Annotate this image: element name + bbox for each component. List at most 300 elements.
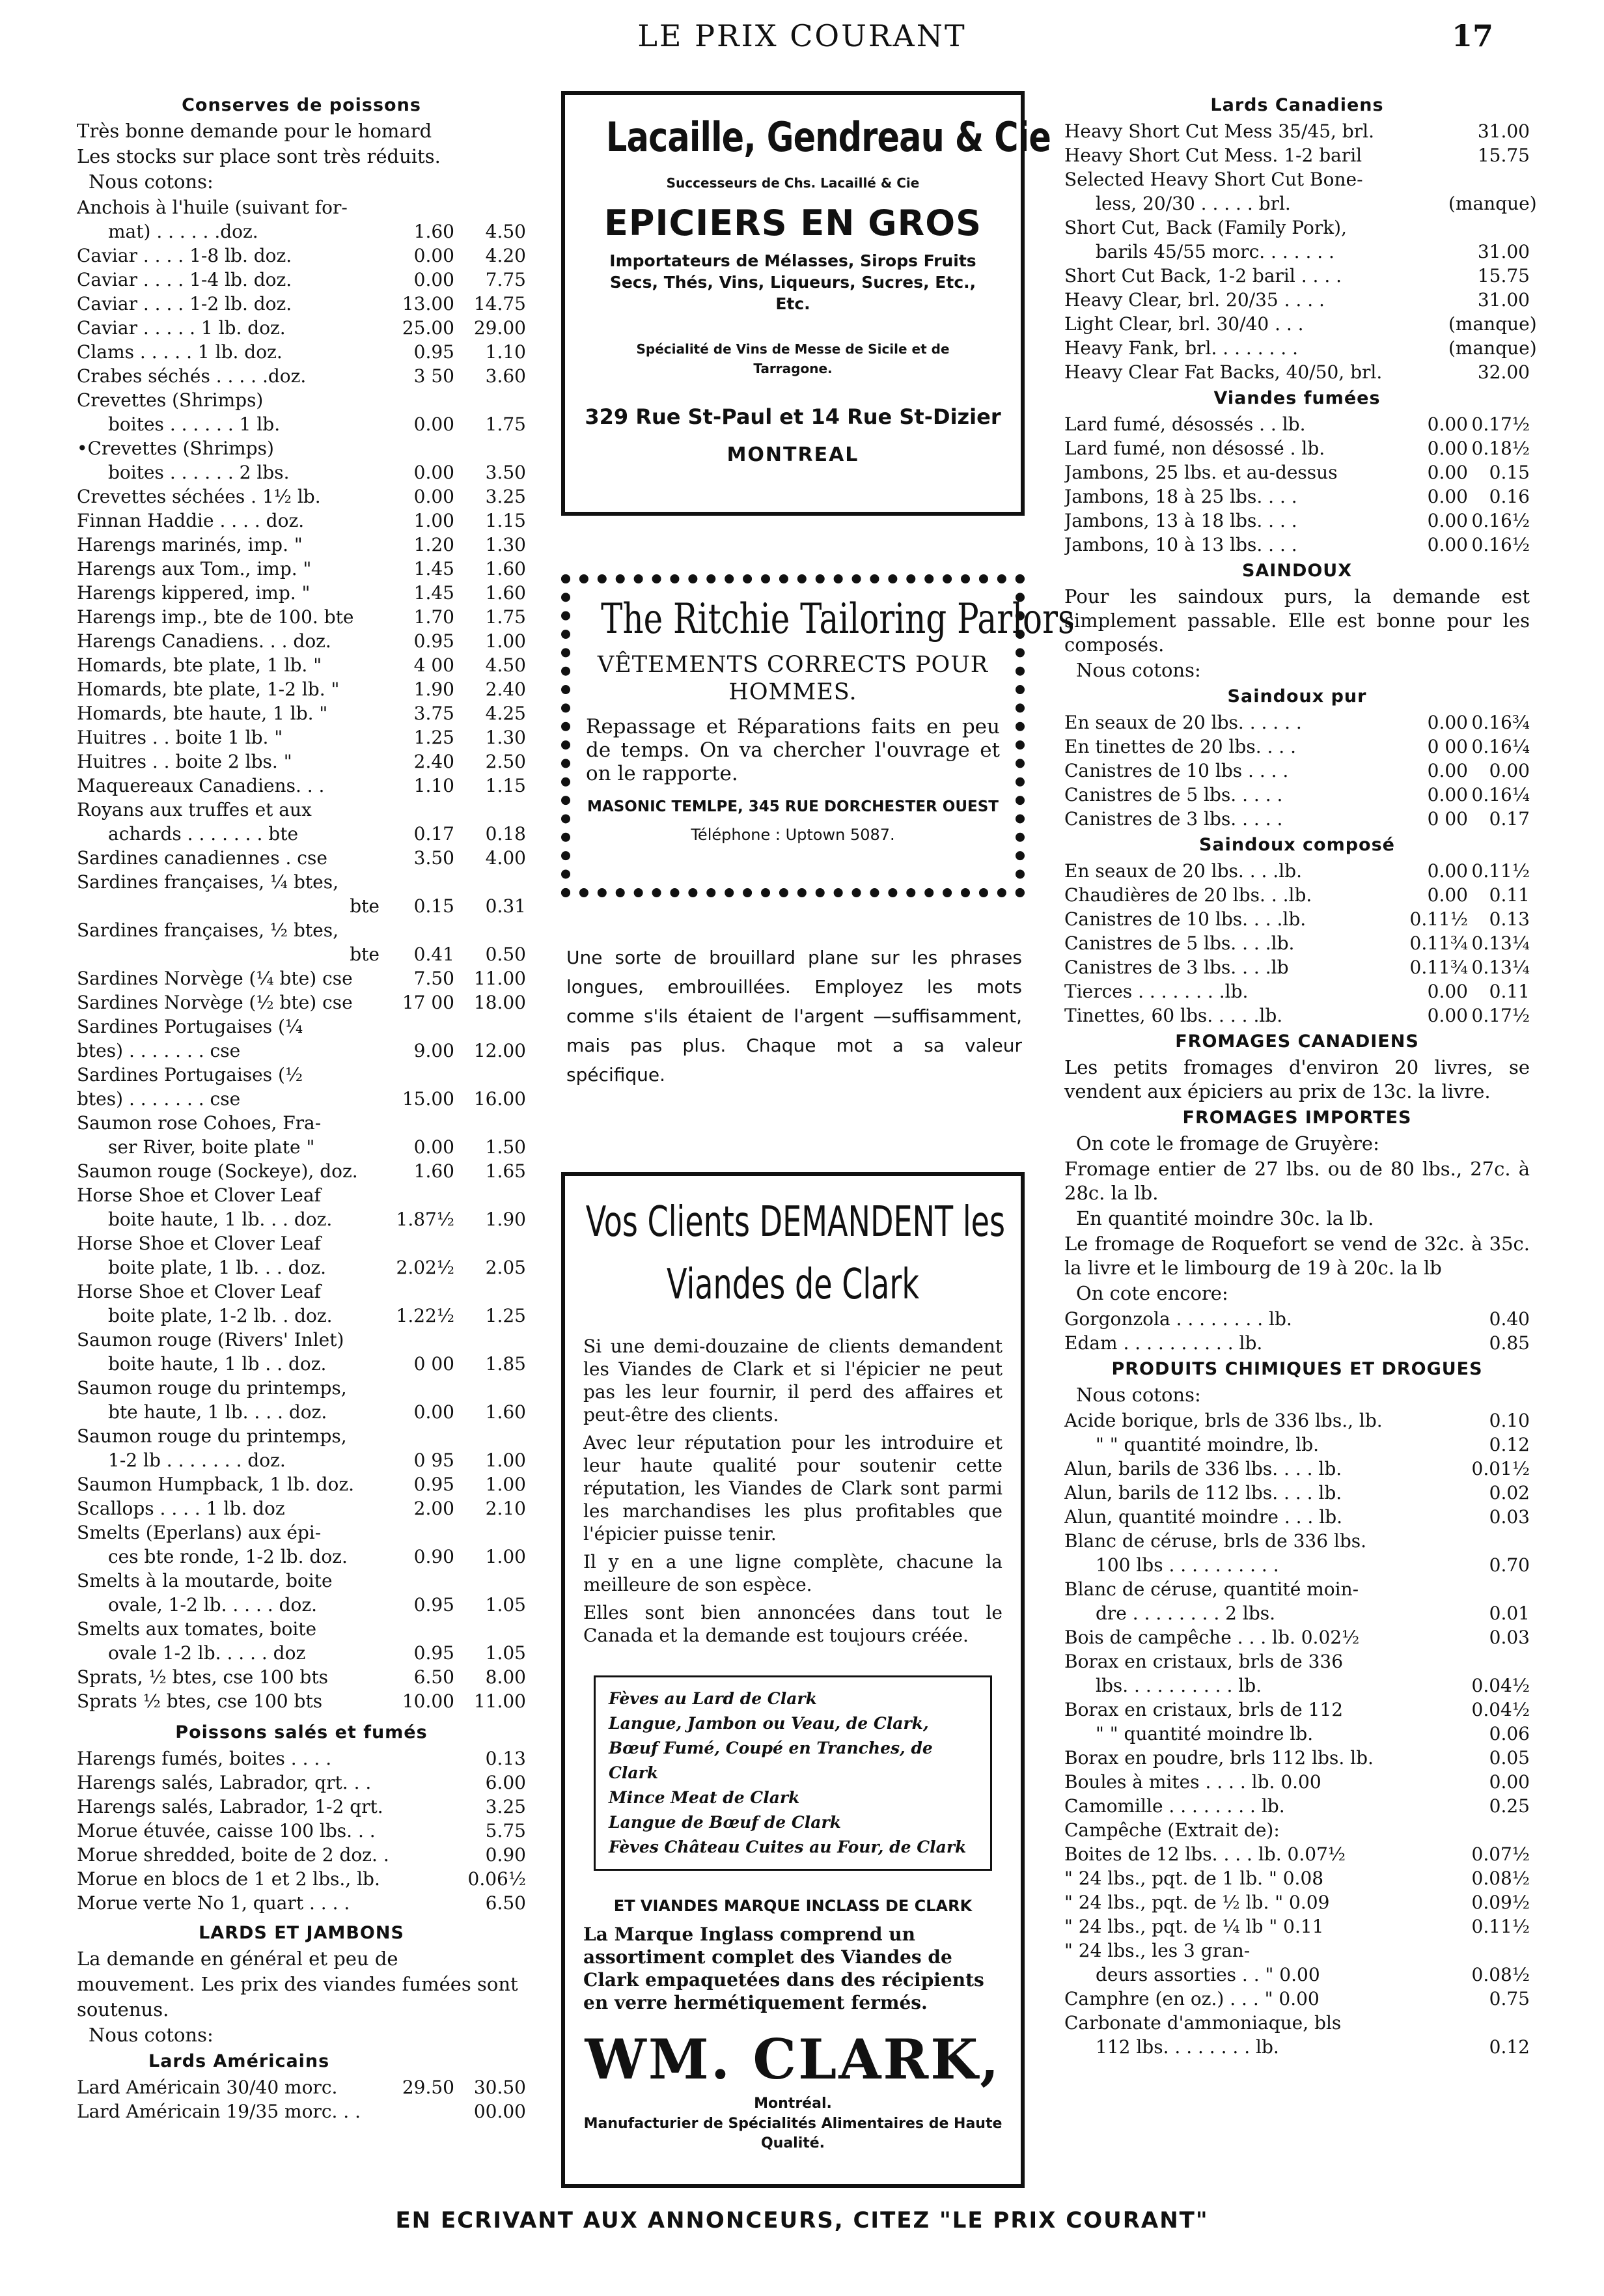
price-high: 0.18½ — [1471, 438, 1530, 459]
price-low: 0.11½ — [1409, 908, 1468, 930]
price-high: 1.15 — [485, 510, 526, 531]
section-title-lards: LARDS ET JAMBONS — [199, 1923, 404, 1943]
price-row — [1064, 1842, 1530, 1866]
price-high: 11.00 — [473, 1690, 526, 1712]
section-title-viandes-fumees: Viandes fumées — [1213, 388, 1381, 408]
item-label: Sardines françaises, ¼ btes, — [77, 871, 339, 893]
price-row — [77, 1472, 526, 1496]
price-row — [77, 942, 526, 966]
price-high: 1.00 — [485, 1449, 526, 1471]
item-label: Sprats ½ btes, cse 100 bts — [77, 1690, 323, 1712]
fromages-importes-line-2: Fromage entier de 27 lbs. ou de 80 lbs., 27c. à 28c. la lb. — [1064, 1158, 1530, 1204]
price-row — [77, 388, 526, 412]
price-row — [77, 509, 526, 533]
price-high: 3.60 — [485, 365, 526, 387]
item-label: Saumon rouge (Sockeye), doz. — [77, 1160, 358, 1182]
price-high: 15.75 — [1477, 145, 1530, 166]
price-low: 1.87½ — [396, 1209, 454, 1230]
item-label: ovale 1-2 lb. . . . . doz — [108, 1642, 306, 1664]
price-row — [1064, 2011, 1530, 2035]
ad3-inclass-body: La Marque Inglass comprend un assortiment complet des Viandes de Clark empaquetées dans des récipients en verre hermétiquement fermés. — [583, 1924, 984, 2013]
price-low: 2.02½ — [396, 1257, 454, 1278]
item-label: Harengs imp., bte de 100. bte — [77, 606, 354, 628]
item-label: " 24 lbs., pqt. de ¼ lb " 0.11 — [1064, 1916, 1324, 1937]
price-high: 4.25 — [485, 703, 526, 724]
item-label: Blanc de céruse, quantité moin- — [1064, 1578, 1359, 1600]
price-row — [1064, 883, 1530, 907]
price-row — [1064, 312, 1537, 336]
price-high: 1.50 — [485, 1136, 526, 1158]
price-high: 0.40 — [1489, 1308, 1530, 1330]
ad-ritchie-tailoring — [561, 574, 1075, 897]
item-label: Jambons, 18 à 25 lbs. . . . — [1064, 486, 1297, 507]
ad2-telephone: Téléphone : Uptown 5087. — [691, 826, 895, 844]
price-low: 0.00 — [1427, 510, 1468, 531]
price-high: 00.00 — [473, 2101, 526, 2122]
section-title-produits: PRODUITS CHIMIQUES ET DROGUES — [1111, 1359, 1483, 1379]
price-low: 0.00 — [1427, 860, 1468, 882]
item-label: Sardines Norvège (¼ bte) cse — [77, 968, 353, 989]
price-high: 3.25 — [485, 1796, 526, 1817]
item-label: Anchois à l'huile (suivant for- — [77, 197, 348, 218]
price-high: 29.00 — [473, 317, 526, 339]
price-row — [1064, 1770, 1530, 1794]
section-title-saindoux: SAINDOUX — [1241, 561, 1353, 581]
item-label: Borax en poudre, brls 112 lbs. lb. — [1064, 1747, 1374, 1769]
price-row — [77, 436, 526, 460]
price-high: 32.00 — [1477, 361, 1530, 383]
price-row — [1064, 1987, 1530, 2011]
fromages-importes-line-3: En quantité moindre 30c. la lb. — [1076, 1207, 1374, 1229]
price-row — [1064, 759, 1530, 783]
item-label: Tierces . . . . . . . .lb. — [1064, 981, 1249, 1002]
price-high: 0.50 — [485, 944, 526, 965]
price-row — [1064, 167, 1530, 191]
price-row — [77, 1746, 526, 1771]
conserves-line-2: Les stocks sur place sont très réduits. — [77, 145, 441, 167]
price-row — [1064, 1625, 1530, 1649]
price-high: 0.03 — [1489, 1627, 1530, 1648]
price-row — [77, 1280, 526, 1304]
price-high: 0.16½ — [1471, 534, 1530, 555]
price-row — [1064, 1649, 1530, 1673]
item-label: bte haute, 1 lb. . . . doz. — [108, 1401, 327, 1423]
price-low: 0.00 — [1427, 760, 1468, 781]
price-row — [77, 605, 526, 629]
section-title-fromages-canadiens: FROMAGES CANADIENS — [1175, 1031, 1419, 1052]
filler-quote: Une sorte de brouillard plane sur les phrases longues, embrouillées. Employez les mots comme s'ils étaient de l'argent —suffisamment, mais pas plus. Chaque mot a sa valeur spécifique. — [566, 947, 1022, 1085]
price-row — [77, 894, 526, 918]
price-low: 0 00 — [1427, 736, 1468, 757]
price-row — [77, 1400, 526, 1424]
price-low: 0.00 — [413, 245, 454, 266]
price-high: 1.10 — [485, 341, 526, 363]
ad3-inclass-title: ET VIANDES MARQUE INCLASS DE CLARK — [613, 1897, 973, 1915]
price-row — [1064, 1457, 1530, 1481]
item-label: Canistres de 3 lbs. . . .lb — [1064, 957, 1289, 978]
price-low: 1.10 — [413, 775, 454, 796]
price-high: 11.00 — [473, 968, 526, 989]
price-row — [77, 1665, 526, 1689]
item-label: Sardines Portugaises (¼ — [77, 1016, 303, 1037]
price-low: 0.00 — [1427, 884, 1468, 906]
item-label: Short Cut, Back (Family Pork), — [1064, 217, 1347, 238]
price-high: 14.75 — [473, 293, 526, 315]
fromages-importes-line-1: On cote le fromage de Gruyère: — [1076, 1132, 1379, 1155]
item-label: Canistres de 3 lbs. . . . . — [1064, 808, 1283, 830]
item-label: 112 lbs. . . . . . . . lb. — [1096, 2036, 1279, 2058]
price-high: 4.50 — [485, 221, 526, 242]
price-high: 0.12 — [1489, 1434, 1530, 1455]
price-high: 0.09½ — [1471, 1892, 1530, 1913]
item-label: En seaux de 20 lbs. . . . . . — [1064, 712, 1302, 733]
price-row — [77, 1520, 526, 1545]
price-row — [77, 1569, 526, 1593]
item-label: Saumon rose Cohoes, Fra- — [77, 1112, 322, 1134]
price-row — [1064, 1722, 1530, 1746]
price-low: 1.60 — [413, 221, 454, 242]
price-row — [77, 460, 526, 484]
item-label: Caviar . . . . 1-8 lb. doz. — [77, 245, 292, 266]
item-label: Harengs marinés, imp. " — [77, 534, 303, 555]
price-row — [77, 918, 526, 942]
price-row — [1064, 1408, 1530, 1433]
price-row — [77, 1015, 526, 1039]
item-label: Acide borique, brls de 336 lbs., lb. — [1064, 1410, 1383, 1431]
price-row — [77, 1617, 526, 1641]
lards-canadiens-list — [1064, 119, 1537, 384]
price-low: 0.95 — [413, 1642, 454, 1664]
price-high: 8.00 — [485, 1666, 526, 1688]
price-row — [1064, 1673, 1530, 1698]
item-label: Morue shredded, boite de 2 doz. . — [77, 1844, 389, 1866]
item-label: Harengs aux Tom., imp. " — [77, 558, 312, 580]
item-label: Lard Américain 30/40 morc. — [77, 2077, 338, 2098]
price-row — [1064, 1003, 1530, 1028]
price-high: 0.85 — [1489, 1332, 1530, 1354]
price-high: 0.16¼ — [1471, 736, 1530, 757]
item-label: boite haute, 1 lb. . . doz. — [108, 1209, 333, 1230]
price-high: 0.11 — [1489, 981, 1530, 1002]
price-low: 0.00 — [1427, 438, 1468, 459]
price-high: 0.17½ — [1471, 1005, 1530, 1026]
price-low: 7.50 — [413, 968, 454, 989]
item-label: boites . . . . . . 2 lbs. — [108, 462, 290, 483]
lards-intro: Nous cotons: — [89, 2024, 214, 2046]
price-row — [77, 533, 526, 557]
ad3-headline-2: Viandes de Clark — [666, 1261, 920, 1309]
price-row — [1064, 1818, 1530, 1842]
price-row — [1064, 1577, 1530, 1601]
item-label: btes) . . . . . . . cse — [77, 1088, 241, 1110]
item-label: ser River, boite plate " — [108, 1136, 315, 1158]
item-label: " 24 lbs., pqt. de ½ lb. " 0.09 — [1064, 1892, 1330, 1913]
item-label: Canistres de 5 lbs. . . . . — [1064, 784, 1283, 805]
price-row — [1064, 1963, 1530, 1987]
price-row — [1064, 735, 1530, 759]
ad2-address: MASONIC TEMLPE, 345 RUE DORCHESTER OUEST — [587, 798, 999, 815]
saindoux-compose-list — [1064, 859, 1530, 1028]
item-label: boite plate, 1 lb. . . doz. — [108, 1257, 327, 1278]
item-label: Sardines Norvège (½ bte) cse — [77, 992, 353, 1013]
page-header — [0, 18, 1604, 57]
ad1-company-name: Lacaille, Gendreau & Cie — [606, 113, 1051, 161]
price-low: 0.00 — [1427, 534, 1468, 555]
item-label: Alun, barils de 336 lbs. . . . lb. — [1064, 1458, 1342, 1479]
journal-title: LE PRIX COURANT — [637, 18, 967, 53]
price-high: 0.05 — [1489, 1747, 1530, 1769]
price-high: 0.11½ — [1471, 1916, 1530, 1937]
price-high: 3.25 — [485, 486, 526, 507]
price-high: 0.16¼ — [1471, 784, 1530, 805]
price-high: 0.08½ — [1471, 1868, 1530, 1889]
item-label: Morue étuvée, caisse 100 lbs. . . — [77, 1820, 376, 1841]
price-high: 1.75 — [485, 413, 526, 435]
price-row — [77, 1843, 526, 1867]
price-row — [77, 1304, 526, 1328]
price-row — [1064, 907, 1530, 931]
price-row — [77, 292, 526, 316]
item-label: Homards, bte haute, 1 lb. " — [77, 703, 328, 724]
price-low: 0.00 — [1427, 1005, 1468, 1026]
item-label: Caviar . . . . 1-2 lb. doz. — [77, 293, 292, 315]
item-label: Saumon rouge du printemps, — [77, 1425, 347, 1447]
price-row — [1064, 859, 1530, 883]
price-low: 0.00 — [413, 486, 454, 507]
price-low: 0.00 — [413, 413, 454, 435]
price-row — [77, 990, 526, 1015]
price-row — [77, 581, 526, 605]
price-high: 1.00 — [485, 1546, 526, 1567]
price-row — [77, 316, 526, 340]
item-label: barils 45/55 morc. . . . . . . — [1096, 241, 1334, 262]
price-high: 0.13¼ — [1471, 932, 1530, 954]
item-label: Smelts (Eperlans) aux épi- — [77, 1522, 322, 1543]
price-row — [77, 966, 526, 990]
price-low: 2.00 — [413, 1498, 454, 1519]
lards-price-list — [77, 2075, 526, 2123]
item-label: less, 20/30 . . . . . brl. — [1096, 193, 1291, 214]
item-label: Chaudières de 20 lbs. . .lb. — [1064, 884, 1312, 906]
item-label: " 24 lbs., les 3 gran- — [1064, 1940, 1251, 1961]
price-row — [77, 1255, 526, 1280]
price-low: 0.00 — [413, 1401, 454, 1423]
price-low: 0.95 — [413, 630, 454, 652]
saindoux-compose-title: Saindoux composé — [1198, 835, 1395, 855]
price-high: 31.00 — [1477, 289, 1530, 311]
price-row — [77, 749, 526, 774]
item-label: Smelts aux tomates, boite — [77, 1618, 317, 1640]
fromages-importes-line-4: Le fromage de Roquefort se vend de 32c. à 35c. la livre et le limbourg de 19 à 20c. la lb — [1064, 1233, 1530, 1279]
price-row — [77, 1159, 526, 1183]
item-label: Carbonate d'ammoniaque, bls — [1064, 2012, 1342, 2034]
item-label: Light Clear, brl. 30/40 . . . — [1064, 313, 1304, 335]
item-label: Selected Heavy Short Cut Bone- — [1064, 169, 1363, 190]
price-row — [1064, 460, 1530, 484]
price-high: 2.50 — [485, 751, 526, 772]
price-row — [77, 870, 526, 894]
price-high: 1.15 — [485, 775, 526, 796]
price-high: 0.03 — [1489, 1506, 1530, 1528]
item-label: Horse Shoe et Clover Leaf — [77, 1281, 321, 1302]
price-high: 1.90 — [485, 1209, 526, 1230]
ad-wm-clark — [561, 1172, 1025, 2188]
price-row — [77, 219, 526, 244]
price-row — [1064, 264, 1530, 288]
price-row — [77, 1795, 526, 1819]
saindoux-pur-list — [1064, 710, 1530, 831]
ad3-paragraph-2: Avec leur réputation pour les introduire et leur haute qualité pour soutenir cette réputation, les Viandes de Clark sont parmi les marchandises les plus profitables que l'épicier puisse tenir. — [583, 1432, 1002, 1545]
item-label: bte — [350, 895, 380, 917]
item-label: Heavy Short Cut Mess. 1-2 baril — [1064, 145, 1362, 166]
price-row — [1064, 119, 1530, 143]
price-high: 0.04½ — [1471, 1699, 1530, 1720]
ad2-reparations: Repassage et Réparations faits en peu de temps. On va chercher l'ouvrage et on le rapporte. — [586, 715, 1000, 785]
price-high: 4.20 — [485, 245, 526, 266]
price-row — [1064, 533, 1530, 557]
price-high: 0.01½ — [1471, 1458, 1530, 1479]
price-row — [1064, 1794, 1530, 1818]
price-row — [1064, 955, 1530, 979]
price-high: 1.00 — [485, 1474, 526, 1495]
item-label: Heavy Short Cut Mess 35/45, brl. — [1064, 120, 1374, 142]
price-high: 12.00 — [473, 1040, 526, 1061]
produits-intro: Nous cotons: — [1076, 1384, 1201, 1406]
item-label: Jambons, 25 lbs. et au-dessus — [1064, 462, 1338, 483]
price-high: 0.17 — [1489, 808, 1530, 830]
price-row — [1064, 484, 1530, 509]
price-high: 1.65 — [485, 1160, 526, 1182]
price-high: 0.04½ — [1471, 1675, 1530, 1696]
price-high: 0.15 — [1489, 462, 1530, 483]
price-low: 1.45 — [413, 558, 454, 580]
item-label: Camphre (en oz.) . . . " 0.00 — [1064, 1988, 1320, 2009]
price-row — [1064, 1601, 1530, 1625]
price-high: 18.00 — [473, 992, 526, 1013]
item-label: Horse Shoe et Clover Leaf — [77, 1184, 321, 1206]
price-low: 0.00 — [413, 462, 454, 483]
price-high: 30.50 — [473, 2077, 526, 2098]
item-label: Huitres . . boite 2 lbs. " — [77, 751, 292, 772]
price-row — [77, 1545, 526, 1569]
item-label: Sardines Portugaises (½ — [77, 1064, 303, 1085]
item-label: En tinettes de 20 lbs. . . . — [1064, 736, 1297, 757]
price-low: 0.95 — [413, 1594, 454, 1616]
price-row — [1064, 360, 1530, 384]
price-row — [77, 701, 526, 725]
conserves-line-1: Très bonne demande pour le homard — [77, 120, 432, 142]
ad3-city: Montréal. — [754, 2095, 832, 2112]
lards-line-2: mouvement. Les prix des viandes fumées sont — [77, 1973, 518, 1995]
price-high: 31.00 — [1477, 241, 1530, 262]
item-label: Saumon Humpback, 1 lb. doz. — [77, 1474, 355, 1495]
price-low: 0 00 — [413, 1353, 454, 1375]
price-row — [77, 1328, 526, 1352]
price-low: 9.00 — [413, 1040, 454, 1061]
price-low: 0.17 — [413, 823, 454, 845]
price-row — [1064, 336, 1537, 360]
price-high: 1.05 — [485, 1642, 526, 1664]
price-high: 7.75 — [485, 269, 526, 290]
ad3-paragraph-3: Il y en a une ligne complète, chacune la meilleure de son espèce. — [583, 1551, 1002, 1595]
item-label: Homards, bte plate, 1 lb. " — [77, 654, 322, 676]
price-row — [77, 1135, 526, 1159]
price-row — [77, 1087, 526, 1111]
price-high: 6.50 — [485, 1892, 526, 1914]
lards-line-1: La demande en général et peu de — [77, 1948, 398, 1970]
price-row — [77, 1039, 526, 1063]
produits-price-list — [1064, 1408, 1530, 2059]
price-row — [77, 822, 526, 846]
ad1-epiciers: EPICIERS EN GROS — [603, 203, 982, 244]
price-row — [1064, 783, 1530, 807]
item-label: btes) . . . . . . . cse — [77, 1040, 241, 1061]
price-high: 1.60 — [485, 558, 526, 580]
price-high: 31.00 — [1477, 120, 1530, 142]
price-row — [1064, 1307, 1530, 1331]
price-high: 16.00 — [473, 1088, 526, 1110]
item-label: Crevettes (Shrimps) — [77, 389, 264, 411]
price-row — [1064, 240, 1530, 264]
price-row — [1064, 1890, 1530, 1914]
price-row — [77, 774, 526, 798]
price-high: 0.02 — [1489, 1482, 1530, 1504]
ad3-product-list — [594, 1675, 992, 1871]
price-high: 4.00 — [485, 847, 526, 869]
price-high: 2.10 — [485, 1498, 526, 1519]
price-low: 0.00 — [1427, 784, 1468, 805]
price-low: 13.00 — [402, 293, 454, 315]
price-high: 0.10 — [1489, 1410, 1530, 1431]
item-label: Campêche (Extrait de): — [1064, 1819, 1280, 1841]
price-low: 0.00 — [413, 1136, 454, 1158]
price-row — [1064, 979, 1530, 1003]
conserves-intro: Nous cotons: — [89, 171, 214, 193]
saindoux-pur-title: Saindoux pur — [1227, 686, 1367, 707]
section-title-fromages-importes: FROMAGES IMPORTES — [1182, 1108, 1412, 1128]
price-high: 4.50 — [485, 654, 526, 676]
price-high: 0.18 — [485, 823, 526, 845]
price-low: 0 95 — [413, 1449, 454, 1471]
item-label: Saumon rouge (Rivers' Inlet) — [77, 1329, 344, 1351]
price-row — [1064, 1331, 1530, 1355]
price-row — [77, 484, 526, 509]
price-row — [1064, 216, 1530, 240]
price-row — [1064, 1481, 1530, 1505]
price-low: 1.90 — [413, 679, 454, 700]
price-high: 0.75 — [1489, 1988, 1530, 2009]
price-high: 0.25 — [1489, 1795, 1530, 1817]
price-low: 0.90 — [413, 1546, 454, 1567]
item-label: Alun, barils de 112 lbs. . . . lb. — [1064, 1482, 1342, 1504]
item-label: En seaux de 20 lbs. . . .lb. — [1064, 860, 1302, 882]
price-high: 0.16 — [1489, 486, 1530, 507]
lards-line-3: soutenus. — [77, 1998, 169, 2021]
item-label: Harengs salés, Labrador, 1-2 qrt. — [77, 1796, 383, 1817]
item-label: Jambons, 13 à 18 lbs. . . . — [1064, 510, 1297, 531]
price-high: 2.40 — [485, 679, 526, 700]
price-row — [1064, 2035, 1530, 2059]
ad3-company-name: WM. CLARK, — [585, 2027, 1001, 2092]
ad3-paragraph-1: Si une demi-douzaine de clients demandent les Viandes de Clark et si l'épicier ne peut pas les leur fournir, il perd des affaires et peut-être des clients. — [583, 1336, 1002, 1425]
price-row — [77, 1231, 526, 1255]
item-label: Edam . . . . . . . . . . lb. — [1064, 1332, 1263, 1354]
price-high: 0.00 — [1489, 760, 1530, 781]
ad2-company-name: The Ritchie Tailoring Parlors — [601, 595, 1075, 643]
price-high: 0.16½ — [1471, 510, 1530, 531]
item-label: boites . . . . . . 1 lb. — [108, 413, 281, 435]
section-title-conserves: Conserves de poissons — [182, 95, 421, 115]
